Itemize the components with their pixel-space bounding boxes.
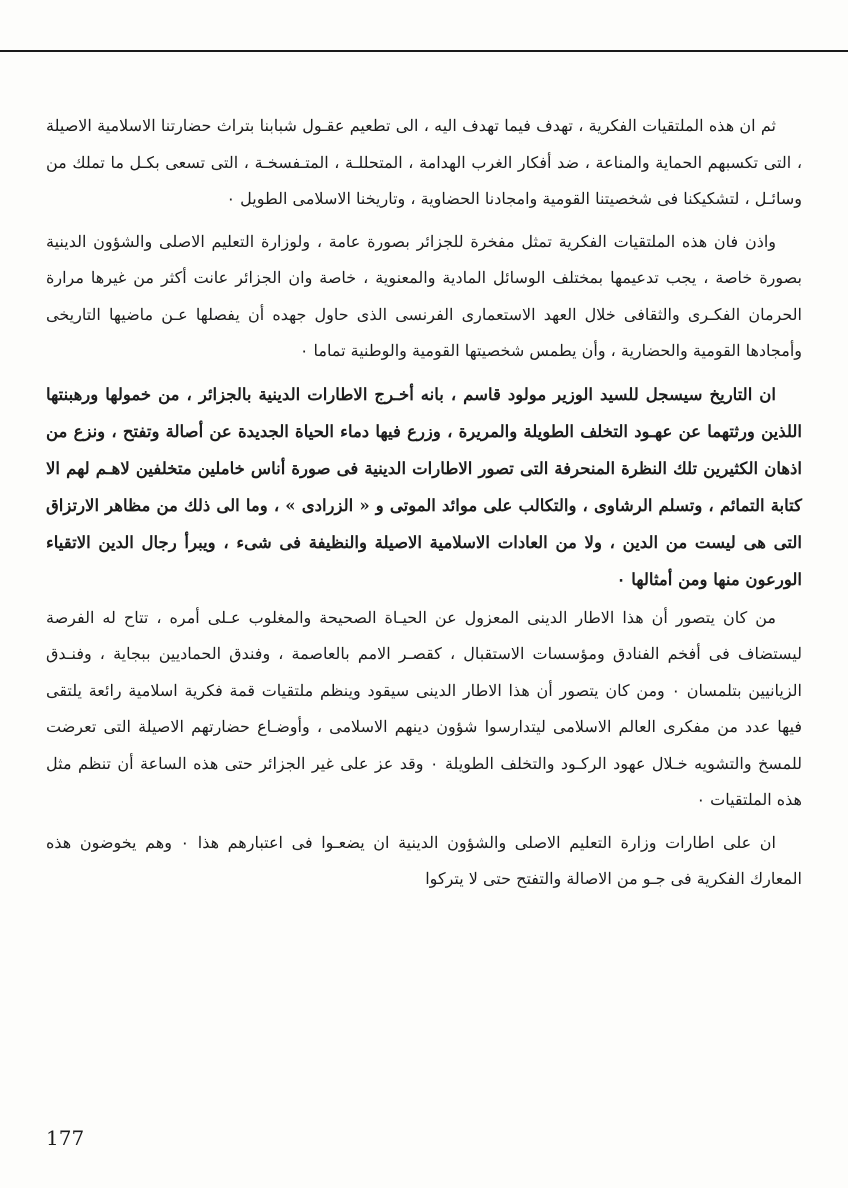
body-text [46, 108, 802, 904]
paragraph-5: ان على اطارات وزارة التعليم الاصلى والشؤون الدينية ان يضعـوا فى اعتبارهم هذا ٠ وهم يخوضون هذه المعارك الفكرية فى جـو من الاصالة والتفتح حتى لا يتركوا [46, 832, 802, 888]
paragraph-3: ان التاريخ سيسجل للسيد الوزير مولود قاسم ، بانه أخـرج الاطارات الدينية بالجزائر ، من خمولها ورهبنتها اللذين ورثتهما عن عهـود التخلف الطويلة والمريرة ، وزرع فيها دماء الحياة الجديدة عن أصالة وتفتح ، ونزع من اذهان الكثيرين تلك النظرة المنحرفة التى تصور الاطارات الدينية فى صورة أناس خاملين متخلفين لاهـم لهم الا كتابة التمائم ، وتسلم الرشاوى ، والتكالب على موائد الموتى و « الزرادى » ، وما الى ذلك من مظاهر الارتزاق التى هى ليست من الدين ، ولا من العادات الاسلامية الاصيلة والنظيفة فى شىء ، ويبرأ رجال الدين الاتقياء الورعون منها ومن أمثالها ٠ [46, 384, 802, 589]
paragraph-4: من كان يتصور أن هذا الاطار الدينى المعزول عن الحيـاة الصحيحة والمغلوب عـلى أمره ، تتاح له الفرصة ليستضاف فى أفخم الفنادق ومؤسسات الاستقبال ، كقصـر الامم بالعاصمة ، وفندق الحماديين ببجاية ، وفنـدق الزيانيين بتلمسان ٠ ومن كان يتصور أن هذا الاطار الدينى سيقود وينظم ملتقيات قمة فكرية اسلامية رائعة يلتقى فيها عدد من مفكرى العالم الاسلامى ليتدارسوا شؤون دينهم الاسلامى ، وأوضـاع حضارتهم الاصيلة التى تعرضت للمسخ والتشويه خـلال عهود الركـود والتخلف الطويلة ٠ وقد عز على غير الجزائر حتى هذه الساعة أن تنظم مثل هذه الملتقيات ٠ [46, 607, 802, 809]
paragraph-1: ثم ان هذه الملتقيات الفكرية ، تهدف فيما تهدف اليه ، الى تطعيم عقـول شبابنا بتراث حضارتنا الاسلامية الاصيلة ، التى تكسبهم الحماية والمناعة ، ضد أفكار الغرب الهدامة ، المتحللـة ، المتـفسخـة ، التى تسعى بكـل ما تملك من وسائـل ، لتشكيكنا فى شخصيتنا القومية وامجادنا الحضاوية ، وتاريخنا الاسلامى الطويل ٠ [46, 116, 802, 208]
paragraph-2: واذن فان هذه الملتقيات الفكرية تمثل مفخرة للجزائر بصورة عامة ، ولوزارة التعليم الاصلى والشؤون الدينية بصورة خاصة ، يجب تدعيمها بمختلف الوسائل المادية والمعنوية ، خاصة وان الجزائر عانت أكثر من غيرها مرارة الحرمان الفكـرى والثقافى خلال العهد الاستعمارى الفرنسى الذى حاول جهده أن يفصلها عـن ماضيها التاريخى وأمجادها القومية والحضارية ، وأن يطمس شخصيتها القومية والوطنية تماما ٠ [46, 231, 802, 360]
header-rule [0, 50, 848, 52]
page-number: 177 [46, 1126, 85, 1150]
